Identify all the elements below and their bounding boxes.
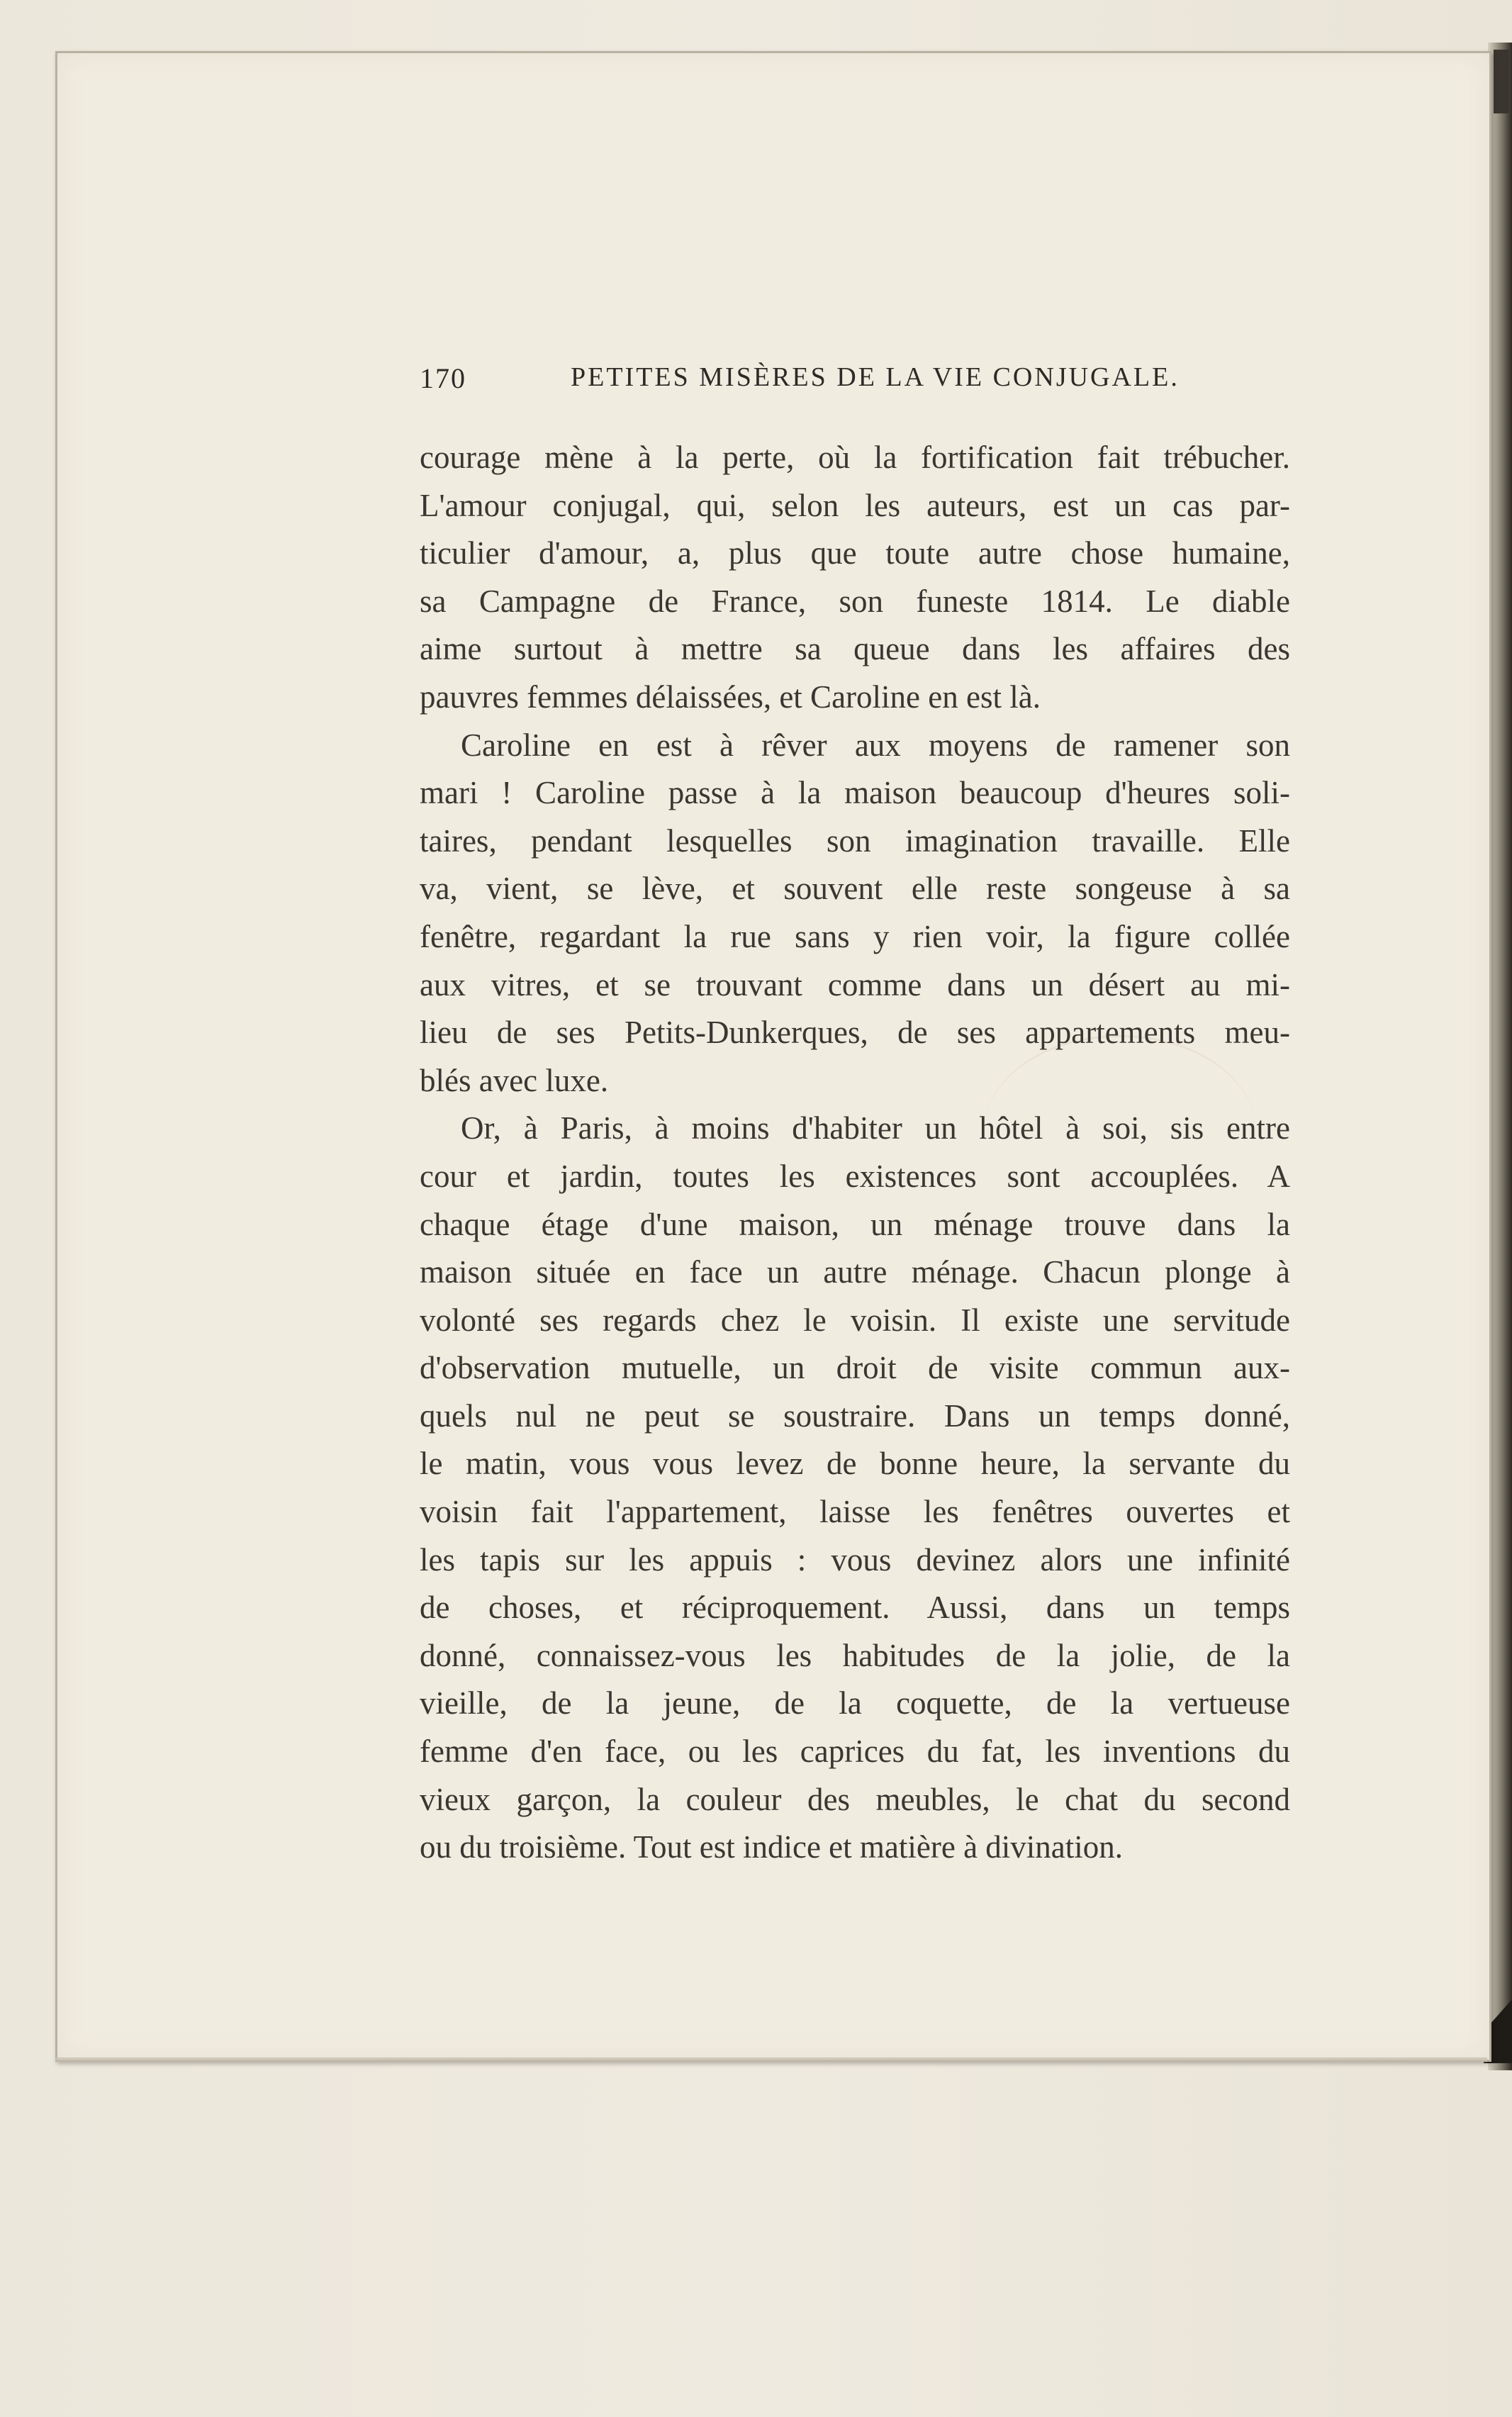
text-line: quels nul ne peut se soustraire. Dans un temps donné,	[420, 1397, 1290, 1434]
text-line: ticulier d'amour, a, plus que toute autre chose humaine,	[420, 535, 1290, 571]
text-line: le matin, vous vous levez de bonne heure, la servante du	[420, 1446, 1290, 1482]
text-line: L'amour conjugal, qui, selon les auteurs, est un cas par-	[420, 487, 1290, 523]
page-bottom-shadow	[55, 2058, 1487, 2063]
text-line: voisin fait l'appartement, laisse les fenêtres ouvertes et	[420, 1494, 1290, 1530]
text-line: sa Campagne de France, son funeste 1814. Le diable	[420, 583, 1290, 619]
paragraph	[420, 1105, 1290, 1872]
text-line: maison située en face un autre ménage. Chacun plonge à	[420, 1254, 1290, 1290]
text-line: femme d'en face, ou les caprices du fat, les inventions du	[420, 1734, 1290, 1770]
text-line: fenêtre, regardant la rue sans y rien voir, la figure collée	[420, 918, 1290, 954]
body-text	[420, 434, 1290, 1872]
text-line: chaque étage d'une maison, un ménage trouve dans la	[420, 1206, 1290, 1242]
text-line: aux vitres, et se trouvant comme dans un désert au mi-	[420, 966, 1290, 1003]
text-line: d'observation mutuelle, un droit de visite commun aux-	[420, 1350, 1290, 1386]
page-number: 170	[420, 362, 466, 394]
text-line: lieu de ses Petits-Dunkerques, de ses appartements meu-	[420, 1015, 1290, 1051]
text-line: courage mène à la perte, où la fortification fait trébucher.	[420, 440, 1290, 475]
text-line: de choses, et réciproquement. Aussi, dans un temps	[420, 1590, 1290, 1626]
page-header	[420, 362, 1221, 404]
paragraph	[420, 722, 1290, 1105]
text-line: taires, pendant lesquelles son imagination travaille. Elle	[420, 822, 1290, 859]
text-line: ou du troisième. Tout est indice et matière à divination.	[420, 1829, 1124, 1865]
text-line: mari ! Caroline passe à la maison beaucoup d'heures soli-	[420, 775, 1290, 811]
running-title: PETITES MISÈRES DE LA VIE CONJUGALE.	[571, 362, 1180, 392]
text-line: vieux garçon, la couleur des meubles, le chat du second	[420, 1781, 1290, 1817]
text-line: Or, à Paris, à moins d'habiter un hôtel à soi, sis entre	[461, 1110, 1290, 1146]
text-line: volonté ses regards chez le voisin. Il existe une servitude	[420, 1302, 1290, 1338]
paragraph	[420, 434, 1290, 722]
book-edge	[1488, 43, 1512, 2070]
text-line: vieille, de la jeune, de la coquette, de la vertueuse	[420, 1685, 1290, 1721]
text-line: va, vient, se lève, et souvent elle reste songeuse à sa	[420, 871, 1290, 907]
book-edge-mark-top	[1494, 50, 1509, 113]
text-line: donné, connaissez-vous les habitudes de la jolie, de la	[420, 1637, 1290, 1673]
text-line: les tapis sur les appuis : vous devinez alors une infinité	[420, 1541, 1290, 1578]
text-line: Caroline en est à rêver aux moyens de ramener son	[461, 727, 1290, 763]
text-line: cour et jardin, toutes les existences sont accouplées. A	[420, 1158, 1290, 1194]
text-line: pauvres femmes délaissées, et Caroline en est là.	[420, 679, 1041, 715]
text-line: blés avec luxe.	[420, 1062, 609, 1098]
text-line: aime surtout à mettre sa queue dans les affaires des	[420, 631, 1290, 667]
